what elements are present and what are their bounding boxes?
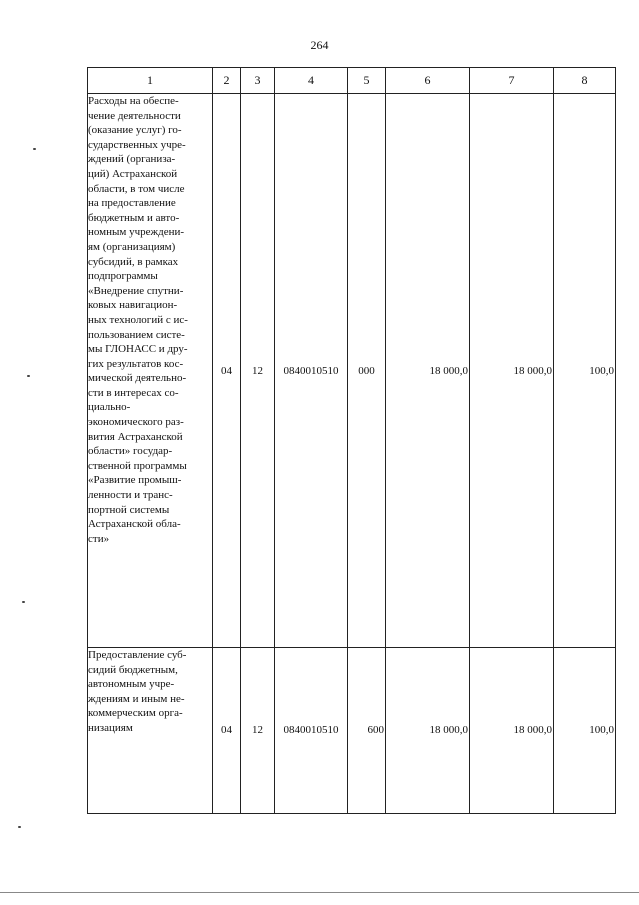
column-header: 4 (275, 68, 348, 94)
cell-value: 100,0 (589, 724, 614, 736)
cell-target-article (275, 648, 348, 814)
cell-value: 0840010510 (283, 724, 339, 736)
cell-amount-actual: 18 000,0 (470, 94, 554, 648)
column-header: 6 (386, 68, 470, 94)
table-row (88, 648, 616, 814)
column-header: 5 (348, 68, 386, 94)
cell-percent (554, 648, 616, 814)
scan-speck (27, 375, 30, 377)
cell-subsection: 12 (241, 94, 275, 648)
cell-expense-type (348, 648, 386, 814)
row-description: Предоставление суб- сидий бюджетным, автономным учре- ждениям и иным не- коммерческим орга- низациям (88, 648, 213, 814)
page-number: 264 (310, 38, 329, 52)
cell-section: 04 (213, 94, 241, 648)
scan-edge-line (0, 892, 639, 893)
scan-speck (18, 826, 21, 828)
cell-expense-type: 000 (348, 94, 386, 648)
cell-subsection (241, 648, 275, 814)
table-row (88, 94, 616, 648)
cell-amount-plan (386, 648, 470, 814)
cell-percent: 100,0 (554, 94, 616, 648)
cell-value: 18 000,0 (429, 724, 468, 736)
column-header: 2 (213, 68, 241, 94)
column-header: 1 (88, 68, 213, 94)
cell-value: 600 (367, 724, 384, 736)
scan-speck (22, 601, 25, 603)
cell-value: 18 000,0 (513, 724, 552, 736)
cell-amount-plan: 18 000,0 (386, 94, 470, 648)
column-header: 3 (241, 68, 275, 94)
cell-section (213, 648, 241, 814)
cell-value: 04 (221, 724, 232, 736)
table-header-row (88, 68, 616, 94)
column-header: 7 (470, 68, 554, 94)
scan-speck (33, 148, 36, 150)
budget-table (87, 67, 616, 814)
cell-target-article: 0840010510 (275, 94, 348, 648)
cell-amount-actual (470, 648, 554, 814)
column-header: 8 (554, 68, 616, 94)
row-description: Расходы на обеспе- чение деятельности (оказание услуг) го- сударственных учре- ждений (организа- ций) Астраханской области, в том числе на предоставление бюджетным и авто- номным учреждени- ям (организациям) субсидий, в рамках подпрограммы «Внедрение спутни- ковых навигацион- ных технологий с ис- пользованием систе- мы ГЛОНАСС и дру- гих результатов кос- мической деятельно- сти в интересах со- циально- экономического раз- вития Астраханской области» государ- ственной программы «Развитие промыш- ленности и транс- портной системы Астраханской обла- сти» (88, 94, 213, 648)
cell-value: 12 (252, 724, 263, 736)
